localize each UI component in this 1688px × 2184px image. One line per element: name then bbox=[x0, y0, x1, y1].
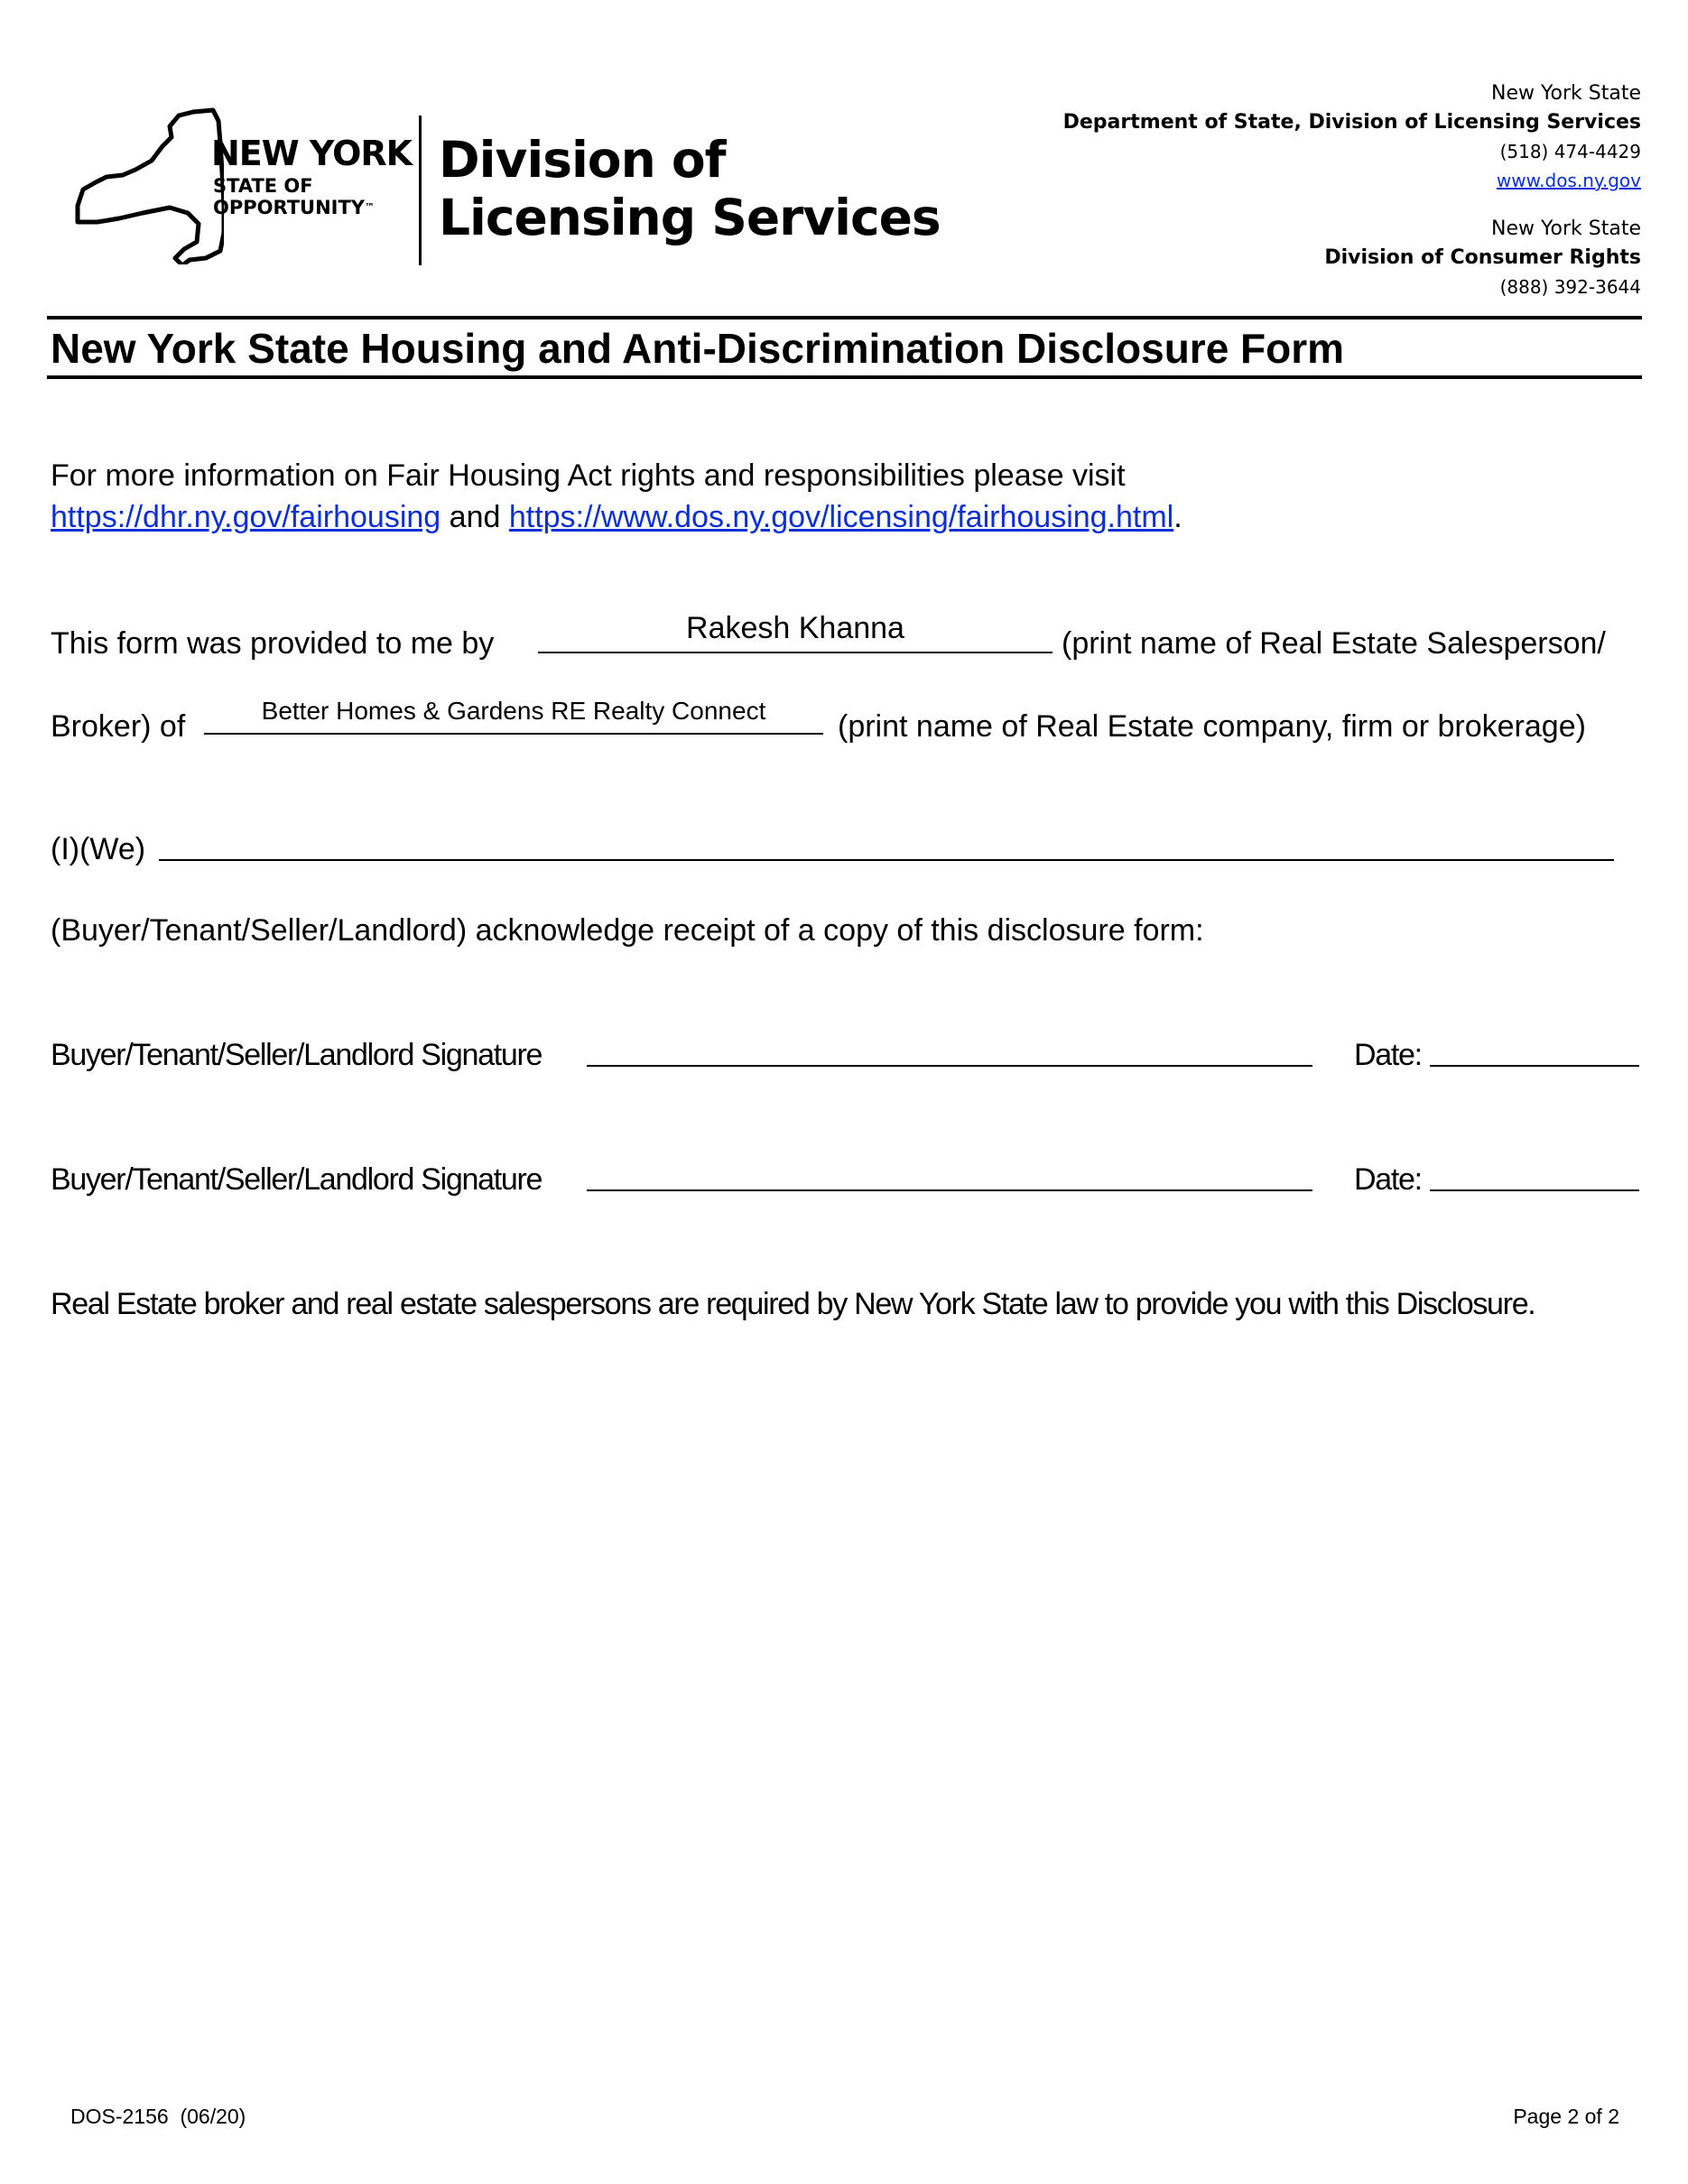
info-links: https://dhr.ny.gov/fairhousing and https://www.dos.ny.gov/licensing/fairhousing.html. bbox=[51, 500, 1183, 534]
signature-1-label: Buyer/Tenant/Seller/Landlord Signature bbox=[51, 1038, 543, 1072]
iwe-label: (I)(We) bbox=[51, 832, 146, 866]
contact-dcr-division: Division of Consumer Rights bbox=[1324, 246, 1641, 269]
provided-by-hint: (print name of Real Estate Salesperson/ bbox=[1062, 626, 1606, 661]
acknowledge-text: (Buyer/Tenant/Seller/Landlord) acknowledge receipt of a copy of this disclosure form: bbox=[51, 913, 1204, 948]
signature-1-line bbox=[587, 1065, 1312, 1067]
logo-tagline-2: OPPORTUNITY™ bbox=[213, 197, 376, 218]
contact-dos bbox=[1063, 79, 1641, 195]
contact-dos-state: New York State bbox=[1491, 82, 1641, 105]
fairhousing-dos-link[interactable]: https://www.dos.ny.gov/licensing/fairhousing.html bbox=[508, 500, 1174, 534]
signature-2-label: Buyer/Tenant/Seller/Landlord Signature bbox=[51, 1162, 543, 1197]
title-rule-bottom bbox=[47, 375, 1642, 379]
logo-state-name: NEW YORK bbox=[211, 134, 413, 173]
contact-dcr bbox=[1324, 215, 1641, 301]
contact-dos-department: Department of State, Division of Licensing Services bbox=[1062, 111, 1641, 134]
form-code: DOS-2156 (06/20) bbox=[70, 2105, 246, 2128]
date-1-line bbox=[1430, 1065, 1639, 1067]
brokerage-name-line bbox=[204, 733, 823, 735]
form-title: New York State Housing and Anti-Discrimination Disclosure Form bbox=[51, 325, 1345, 372]
division-title-1: Division of bbox=[439, 131, 726, 189]
logo-tagline-1: STATE OF bbox=[213, 175, 313, 197]
broker-hint: (print name of Real Estate company, firm or brokerage) bbox=[838, 709, 1586, 744]
salesperson-name-field[interactable]: Rakesh Khanna bbox=[686, 611, 904, 645]
provided-by-label: This form was provided to me by bbox=[51, 626, 495, 661]
page-number: Page 2 of 2 bbox=[1513, 2105, 1619, 2128]
and-text: and bbox=[449, 500, 501, 534]
date-2-label: Date: bbox=[1354, 1162, 1422, 1197]
broker-label: Broker) of bbox=[51, 709, 186, 744]
salesperson-name-line bbox=[538, 652, 1053, 653]
new-york-state-map-icon bbox=[70, 106, 224, 264]
logo-divider bbox=[419, 116, 422, 265]
date-1-label: Date: bbox=[1354, 1038, 1422, 1072]
signature-2-line bbox=[587, 1189, 1312, 1191]
division-title-2: Licensing Services bbox=[439, 189, 941, 246]
brokerage-name-field[interactable]: Better Homes & Gardens RE Realty Connect bbox=[261, 697, 766, 725]
contact-dos-website-link[interactable]: www.dos.ny.gov bbox=[1496, 170, 1641, 191]
date-2-line bbox=[1430, 1189, 1639, 1191]
contact-dcr-state: New York State bbox=[1491, 217, 1641, 240]
fairhousing-dhr-link[interactable]: https://dhr.ny.gov/fairhousing bbox=[51, 500, 441, 534]
info-text: For more information on Fair Housing Act rights and responsibilities please visit bbox=[51, 458, 1126, 493]
iwe-name-line bbox=[159, 859, 1614, 861]
disclosure-notice: Real Estate broker and real estate salespersons are required by New York State law to provide you with this Disclosure. bbox=[51, 1287, 1535, 1321]
title-rule-top bbox=[47, 316, 1642, 319]
contact-dos-phone: (518) 474-4429 bbox=[1499, 141, 1641, 162]
contact-dcr-phone: (888) 392-3644 bbox=[1499, 276, 1641, 298]
